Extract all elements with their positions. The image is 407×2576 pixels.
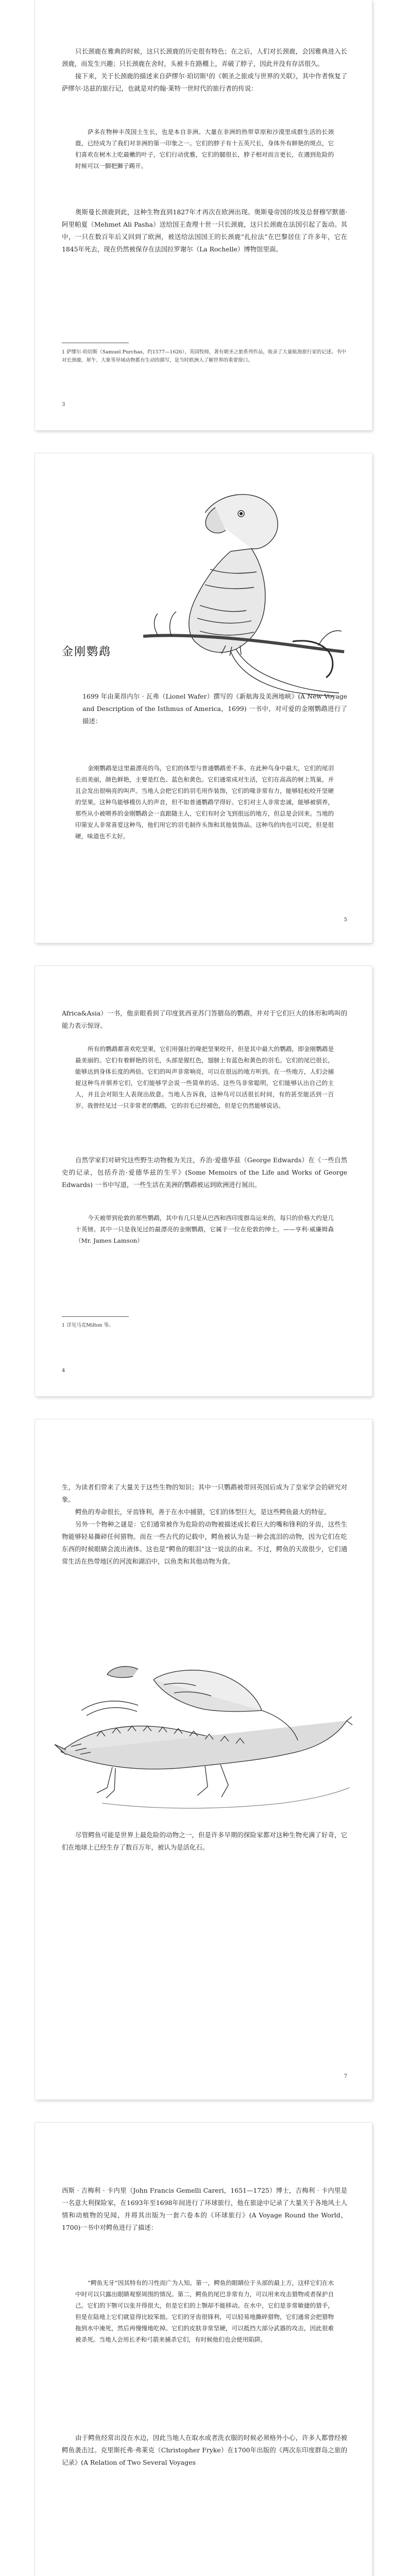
body-paragraph: 只长颈鹿在雅典的时候，这只长颈鹿的历史很有特色；在之后，人们对长颈鹿，会因雅典进入长颈鹿，而发生兴趣；只长颈鹿在舍时，头被卡在路棚上，弄破了脖子，因此并没有存活很久。: [62, 47, 347, 67]
block-quote: 今天被带到伦敦的那些鹦鹉，其中有几只是从巴西和西印度群岛运来的，每只的价格大约是几十英镑。其中一只是我见过的最漂亮的金刚鹦鹉，它属于一位在伦敦的绅士。——亨利·威廉姆森（Mr. James Lamson）: [75, 1214, 334, 1244]
page-number: 4: [62, 1368, 65, 1374]
body-paragraph: 自然学家们对研究这些野生动物极为关注，乔治·爱德华兹（George Edwards）在《一些自然史的记录，包括乔治·爱德华兹的生平》(Some Memoirs of the Life and Works of George Edwards) 一书中写道，一些生活在美洲的鹦鹉被运到欧洲进行展出。: [62, 1156, 347, 1189]
block-quote: 萨多在物种丰茂国土生长，也是本自非洲。大量在非洲的热带草原和沙漠里成群生活的长颈鹿，已经成为了我们对非洲的第一印象之一。它们的脖子有十五英尺长，身体外有鲜艳的斑点，它们喜欢在树木上吃最嫩的叶子，它们行动优雅，它们的腿很长，脖子相对而言更长，在遇到危险的时候可以一脚把狮子踢开。: [75, 128, 334, 170]
book-page-5: [35, 2123, 372, 2576]
block-quote: 所有的鹦鹉都喜欢吃坚果，它们用强壮的喙把坚果咬开，但是其中最大的鹦鹉，即金刚鹦鹉是最美丽的。它们有着鲜艳的羽毛，头部是猩红色，翅膀上有蓝色和黄色的羽毛。它们的尾巴很长，能够达到身体长度的两倍。它们的叫声非常响亮，可以在很远的地方听到。在一些地方，人们会捕捉这种鸟并驯养它们，它们能够学会说一些简单的话。这些鸟非常聪明，它们能够认出自己的主人，并且会对陌生人表现出敌意。当地人告诉我，这种鸟可以活很长时间，有的甚至能活到一百岁。我曾经见过一只非常老的鹦鹉，它的羽毛已经褪色，但是它仍然能够说话。: [75, 1045, 334, 1109]
macaw-illustration: [143, 482, 349, 698]
footnote: 1 萨缪尔·珀切斯（Samuel Purchas，约1577—1626），英国牧师，著有朝圣之旅系列作品，收录了大量航海旅行家的记述。书中对长颈鹿、犀牛、大象等异域动物都有生动的描写，是当时欧洲人了解世界的重要窗口。: [62, 349, 346, 363]
crocodile-illustration: [50, 1649, 354, 1819]
body-paragraph: 奥斯曼长颈鹿到此，这种生物直到1827年才再次在欧洲出现。奥斯曼帝国的埃及总督穆罕默德·阿里帕夏（Mehmet Ali Pasha）送给国王查理十世一只长颈鹿，这只长颈鹿在法国引起了轰动。其中，一只在数百年后又回到了欧洲，被送给法国国王的长颈鹿“扎拉法”在巴黎居住了许多年，它在1845年死去，现在仍然被保存在法国拉罗谢尔（La Rochelle）博物馆里面。: [62, 208, 347, 253]
body-paragraph: 另外一个物种之谜是：它们通常被作为危险的动物被描述成长着巨大的嘴和锋利的牙齿，这些生物能够轻易撕碎任何猎物。而在一些古代的记载中，鳄鱼被认为是一种会流泪的动物，因为它们在吃东西的时候眼睛会流出液体。这也是“鳄鱼的眼泪”这一说法的由来。不过，鳄鱼的天敌很少，它们通常生活在热带地区的河流和湖泊中，以鱼类和其他动物为食。: [62, 1520, 347, 1565]
body-paragraph: 接下来，关于长颈鹿的描述来自萨缪尔·珀切斯¹的《朝圣之旅或与世界的关联》，其中作者恢复了萨缪尔·达兹的旅行记，也就是对约翰·莱特一世时代的旅行者的传说：: [62, 72, 347, 92]
footnote-rule: [62, 1316, 129, 1317]
section-title: 金刚鹦鹉: [62, 646, 112, 658]
body-paragraph: 由于鳄鱼经常出没在水边，因此当地人在取水或者洗衣服的时候必须格外小心，许多人都曾经被鳄鱼袭击过。克里斯托弗·弗莱克（Christopher Fryke）在1700年出版的《两次东印度群岛之旅的记录》(A Relation of Two Several Voyages: [62, 2434, 347, 2466]
book-page-3: [35, 966, 372, 1396]
body-paragraph: 尽管鳄鱼可能是世界上最危险的动物之一，但是许多早期的探险家都对这种生物充满了好奇，它们在地球上已经生存了数百万年，被认为是活化石。: [62, 1831, 347, 1851]
body-paragraph: 生，为读者们带来了大量关于这些生物的知识；其中一只鹦鹉被带回英国后成为了皇家学会的研究对象。: [62, 1483, 347, 1503]
book-page-1: [35, 0, 372, 430]
page-number: 5: [344, 917, 347, 923]
body-paragraph: 1699 年由莱昂内尔 · 瓦弗（Lionel Wafer）撰写的《新航海及美洲地峡》(A New Voyage and Description of the Isthmus of America，1699) 一书中，对可爱的金刚鹦鹉进行了描述：: [82, 692, 347, 725]
body-paragraph: Africa&Asia）一书，他亲眼看到了印度犹西亚苏门答腊岛的鹦鹉，并对于它们巨大的体形和鸣叫的能力表示惊讶。: [62, 1009, 347, 1029]
block-quote: “鳄鱼无牙”因其特有的习性而广为人知。第一，鳄鱼的眼睛位于头部的最上方，这样它们在水中时可以只露出眼睛观察周围的情况。第二，鳄鱼的尾巴非常有力，可以用来攻击猎物或者保护自己。它们的下颚可以张开得很大，但是它们的上颚却不能移动。在水中，它们是非常敏捷的猎手，但是在陆地上它们就显得比较笨拙。它们的牙齿很锋利，可以轻易地撕碎猎物，它们通常会把猎物拖到水中淹死，然后再慢慢地吃掉。它们的皮肤非常坚硬，可以抵挡大部分武器的攻击，因此很难被杀死。当地人会用长矛和弓箭来捕杀它们，有时候他们也会使用陷阱。: [75, 2279, 334, 2343]
block-quote: 金刚鹦鹉是这里最漂亮的鸟，它们的体型与普通鹦鹉差不多。在此种鸟身中最大，它们的尾羽长而美丽，颜色鲜艳，主要是红色、蓝色和黄色。它们通常成对生活，它们在高高的树上筑巢，并且会发出很响亮的叫声。当地人会把它们的羽毛用作装饰，它们的喙非常有力，能够轻松咬开坚硬的坚果。这种鸟能够模仿人的声音，但不如普通鹦鹉学得好。它们对主人非常忠诚，能够被驯养，那些从小被喂养的金刚鹦鹉会一直跟随主人，它们有时会飞到很远的地方，但总是会回来。当地的印第安人非常喜爱这种鸟，他们用它的羽毛制作头饰和其他装饰品。这种鸟的肉也可以吃，但是很硬，味道也不太好。: [75, 765, 334, 840]
footnote: 1 详见马克Milton 等。: [62, 1323, 114, 1328]
page-number: 7: [344, 2074, 347, 2079]
book-page-4: [35, 1419, 372, 2099]
book-page-2: [35, 453, 372, 943]
body-paragraph: 西斯 · 吉梅利 · 卡内里（John Francis Gemelli Careri，1651—1725）博士，吉梅利 · 卡内里是一名意大利探险家，在1693年至1698年间进行了环球旅行，他在旅途中记录了大量关于各地风土人情和动植物的见闻，并将其出版为一套六卷本的《环球旅行》(A Voyage Round the World，1700)一书中对鳄鱼进行了描述：: [62, 2187, 347, 2231]
page-number: 3: [62, 402, 65, 408]
body-paragraph: 鳄鱼的寿命很长，牙齿锋利，善于在水中捕猎，它们的体型巨大，是这些鳄鱼最大的特征。: [75, 1508, 331, 1516]
